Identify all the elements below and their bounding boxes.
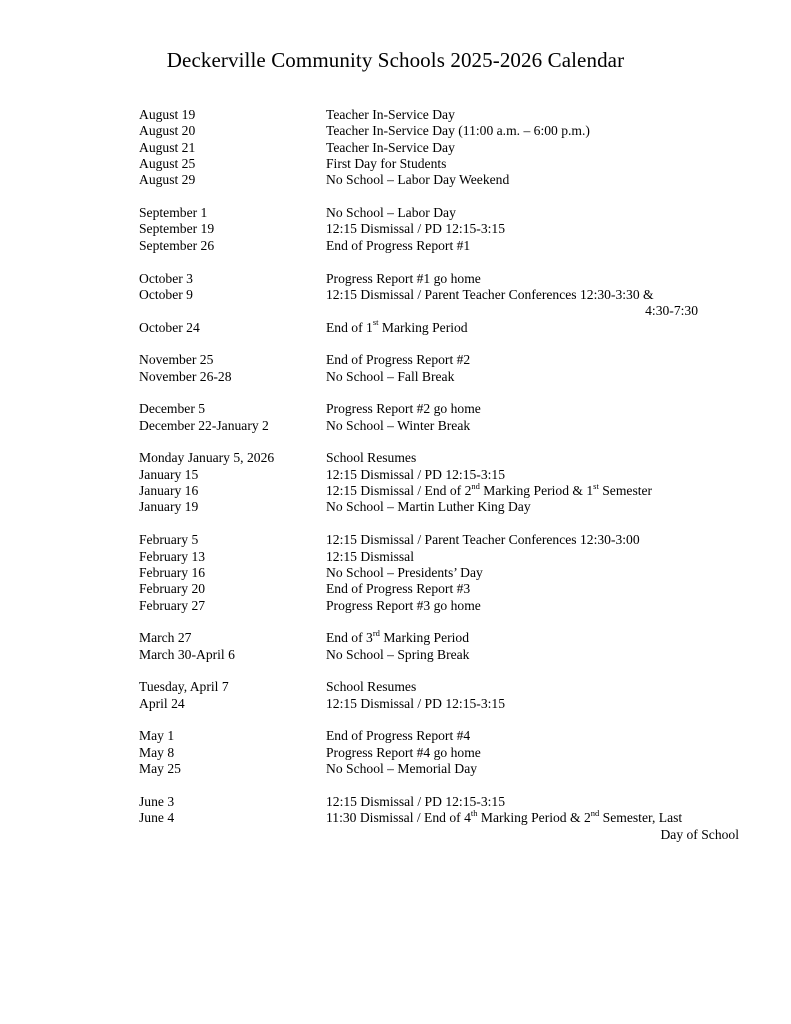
entry-date: January 19 bbox=[139, 499, 199, 515]
entry-event: First Day for Students bbox=[326, 156, 447, 172]
entry-date: Monday January 5, 2026 bbox=[139, 450, 275, 466]
entry-date: February 20 bbox=[139, 581, 206, 597]
entry-event bbox=[326, 480, 759, 499]
entry-event: End of Progress Report #2 bbox=[326, 352, 471, 368]
calendar-entry bbox=[139, 807, 759, 843]
entry-event: 12:15 Dismissal / PD 12:15-3:15 bbox=[326, 466, 505, 482]
calendar-entry bbox=[139, 401, 759, 417]
entry-date: Tuesday, April 7 bbox=[139, 679, 229, 695]
entry-date: September 1 bbox=[139, 205, 208, 221]
entry-event bbox=[326, 317, 759, 336]
entry-date: February 13 bbox=[139, 548, 206, 564]
entry-event: No School – Labor Day Weekend bbox=[326, 172, 510, 188]
entry-date: February 16 bbox=[139, 564, 206, 580]
entry-date: January 16 bbox=[139, 483, 199, 499]
calendar-entry bbox=[139, 352, 759, 368]
entry-event: 12:15 Dismissal / Parent Teacher Conferences 12:30-3:00 bbox=[326, 532, 640, 548]
calendar-entry bbox=[139, 598, 759, 614]
entry-date: January 15 bbox=[139, 466, 199, 482]
entry-event: Teacher In-Service Day (11:00 a.m. – 6:00 p.m.) bbox=[326, 123, 590, 139]
entry-event: School Resumes bbox=[326, 679, 417, 695]
calendar-entry bbox=[139, 418, 759, 434]
entry-date: September 19 bbox=[139, 221, 215, 237]
calendar-entry bbox=[139, 679, 759, 695]
event-text: End of 3 bbox=[326, 630, 373, 646]
calendar-list bbox=[139, 107, 759, 859]
entry-event: Progress Report #4 go home bbox=[326, 744, 481, 760]
calendar-entry bbox=[139, 627, 759, 646]
calendar-entry bbox=[139, 156, 759, 172]
entry-event: Progress Report #1 go home bbox=[326, 270, 481, 286]
entry-event-continuation: 4:30-7:30 bbox=[645, 303, 698, 319]
calendar-entry bbox=[139, 467, 759, 483]
entry-event: 12:15 Dismissal / PD 12:15-3:15 bbox=[326, 793, 505, 809]
calendar-entry bbox=[139, 317, 759, 336]
entry-event: Teacher In-Service Day bbox=[326, 107, 455, 122]
month-group bbox=[139, 401, 759, 434]
calendar-entry bbox=[139, 140, 759, 156]
calendar-entry bbox=[139, 565, 759, 581]
entry-event: 12:15 Dismissal / PD 12:15-3:15 bbox=[326, 695, 505, 711]
ordinal-suffix: nd bbox=[590, 807, 600, 818]
calendar-entry bbox=[139, 647, 759, 663]
entry-event: School Resumes bbox=[326, 450, 417, 466]
calendar-entry bbox=[139, 761, 759, 777]
calendar-entry bbox=[139, 499, 759, 515]
ordinal-suffix: st bbox=[593, 480, 599, 491]
entry-event: No School – Winter Break bbox=[326, 417, 471, 433]
calendar-entry bbox=[139, 450, 759, 466]
entry-event: End of Progress Report #1 bbox=[326, 237, 471, 253]
calendar-entry bbox=[139, 480, 759, 499]
month-group bbox=[139, 627, 759, 663]
entry-event bbox=[326, 627, 759, 646]
entry-date: June 3 bbox=[139, 793, 175, 809]
event-text: Marking Period bbox=[379, 630, 470, 646]
entry-date: February 5 bbox=[139, 532, 199, 548]
month-group bbox=[139, 794, 759, 843]
month-group bbox=[139, 450, 759, 515]
ordinal-suffix: th bbox=[470, 807, 478, 818]
entry-event bbox=[326, 807, 759, 826]
entry-event: No School – Fall Break bbox=[326, 368, 455, 384]
entry-event: Teacher In-Service Day bbox=[326, 139, 455, 155]
month-group bbox=[139, 107, 759, 189]
month-group bbox=[139, 271, 759, 336]
entry-event: 12:15 Dismissal / Parent Teacher Conferences 12:30-3:30 & bbox=[326, 286, 654, 302]
entry-date: August 21 bbox=[139, 139, 196, 155]
ordinal-suffix: nd bbox=[471, 480, 480, 491]
entry-event: No School – Memorial Day bbox=[326, 761, 478, 777]
entry-date: April 24 bbox=[139, 695, 185, 711]
event-text: End of 1 bbox=[326, 319, 373, 335]
entry-date: October 24 bbox=[139, 319, 200, 335]
entry-date: August 29 bbox=[139, 172, 196, 188]
entry-date: December 5 bbox=[139, 401, 206, 417]
event-text: Marking Period & 2 bbox=[477, 810, 591, 826]
calendar-entry bbox=[139, 221, 759, 237]
month-group bbox=[139, 352, 759, 385]
month-group bbox=[139, 532, 759, 614]
calendar-entry bbox=[139, 532, 759, 548]
entry-date: February 27 bbox=[139, 597, 206, 613]
entry-date: August 20 bbox=[139, 123, 196, 139]
entry-date: March 30-April 6 bbox=[139, 646, 235, 662]
page-title: Deckerville Community Schools 2025-2026 Calendar bbox=[166, 48, 625, 72]
entry-date: May 8 bbox=[139, 744, 175, 760]
calendar-entry bbox=[139, 794, 759, 810]
calendar-entry bbox=[139, 581, 759, 597]
entry-event: No School – Martin Luther King Day bbox=[326, 499, 531, 515]
entry-date: September 26 bbox=[139, 237, 215, 253]
calendar-entry bbox=[139, 205, 759, 221]
entry-date: October 9 bbox=[139, 286, 193, 302]
calendar-entry bbox=[139, 271, 759, 287]
event-text: Marking Period & 1 bbox=[479, 483, 594, 499]
entry-event: No School – Presidents’ Day bbox=[326, 564, 483, 580]
month-group bbox=[139, 205, 759, 254]
entry-event: End of Progress Report #4 bbox=[326, 728, 471, 744]
event-text: 12:15 Dismissal / End of 2 bbox=[326, 483, 472, 499]
calendar-entry bbox=[139, 123, 759, 139]
entry-event: End of Progress Report #3 bbox=[326, 581, 471, 597]
entry-date: November 25 bbox=[139, 352, 214, 368]
calendar-entry bbox=[139, 107, 759, 123]
entry-date: December 22-January 2 bbox=[139, 417, 269, 433]
calendar-entry bbox=[139, 728, 759, 744]
calendar-entry bbox=[139, 238, 759, 254]
entry-event: No School – Spring Break bbox=[326, 646, 470, 662]
entry-date: November 26-28 bbox=[139, 368, 232, 384]
entry-date: June 4 bbox=[139, 810, 175, 826]
event-text: 11:30 Dismissal / End of 4 bbox=[326, 810, 471, 826]
entry-event: Progress Report #2 go home bbox=[326, 401, 481, 417]
calendar-entry bbox=[139, 287, 759, 320]
entry-event: No School – Labor Day bbox=[326, 205, 456, 221]
event-text: Semester bbox=[598, 483, 653, 499]
month-group bbox=[139, 679, 759, 712]
calendar-entry bbox=[139, 696, 759, 712]
entry-date: March 27 bbox=[139, 630, 192, 646]
calendar-entry bbox=[139, 172, 759, 188]
ordinal-suffix: rd bbox=[372, 627, 380, 638]
entry-event: 12:15 Dismissal / PD 12:15-3:15 bbox=[326, 221, 505, 237]
entry-event: Progress Report #3 go home bbox=[326, 597, 481, 613]
calendar-entry bbox=[139, 549, 759, 565]
calendar-entry bbox=[139, 369, 759, 385]
ordinal-suffix: st bbox=[372, 317, 379, 328]
entry-event: 12:15 Dismissal bbox=[326, 548, 414, 564]
entry-date: May 25 bbox=[139, 761, 181, 777]
entry-event-continuation: Day of School bbox=[660, 826, 739, 842]
entry-date: August 25 bbox=[139, 156, 196, 172]
calendar-entry bbox=[139, 745, 759, 761]
month-group bbox=[139, 728, 759, 777]
entry-date: October 3 bbox=[139, 270, 193, 286]
entry-date: August 19 bbox=[139, 107, 196, 122]
entry-date: May 1 bbox=[139, 728, 175, 744]
event-text: Marking Period bbox=[378, 319, 468, 335]
event-text: Semester, Last bbox=[599, 810, 683, 826]
